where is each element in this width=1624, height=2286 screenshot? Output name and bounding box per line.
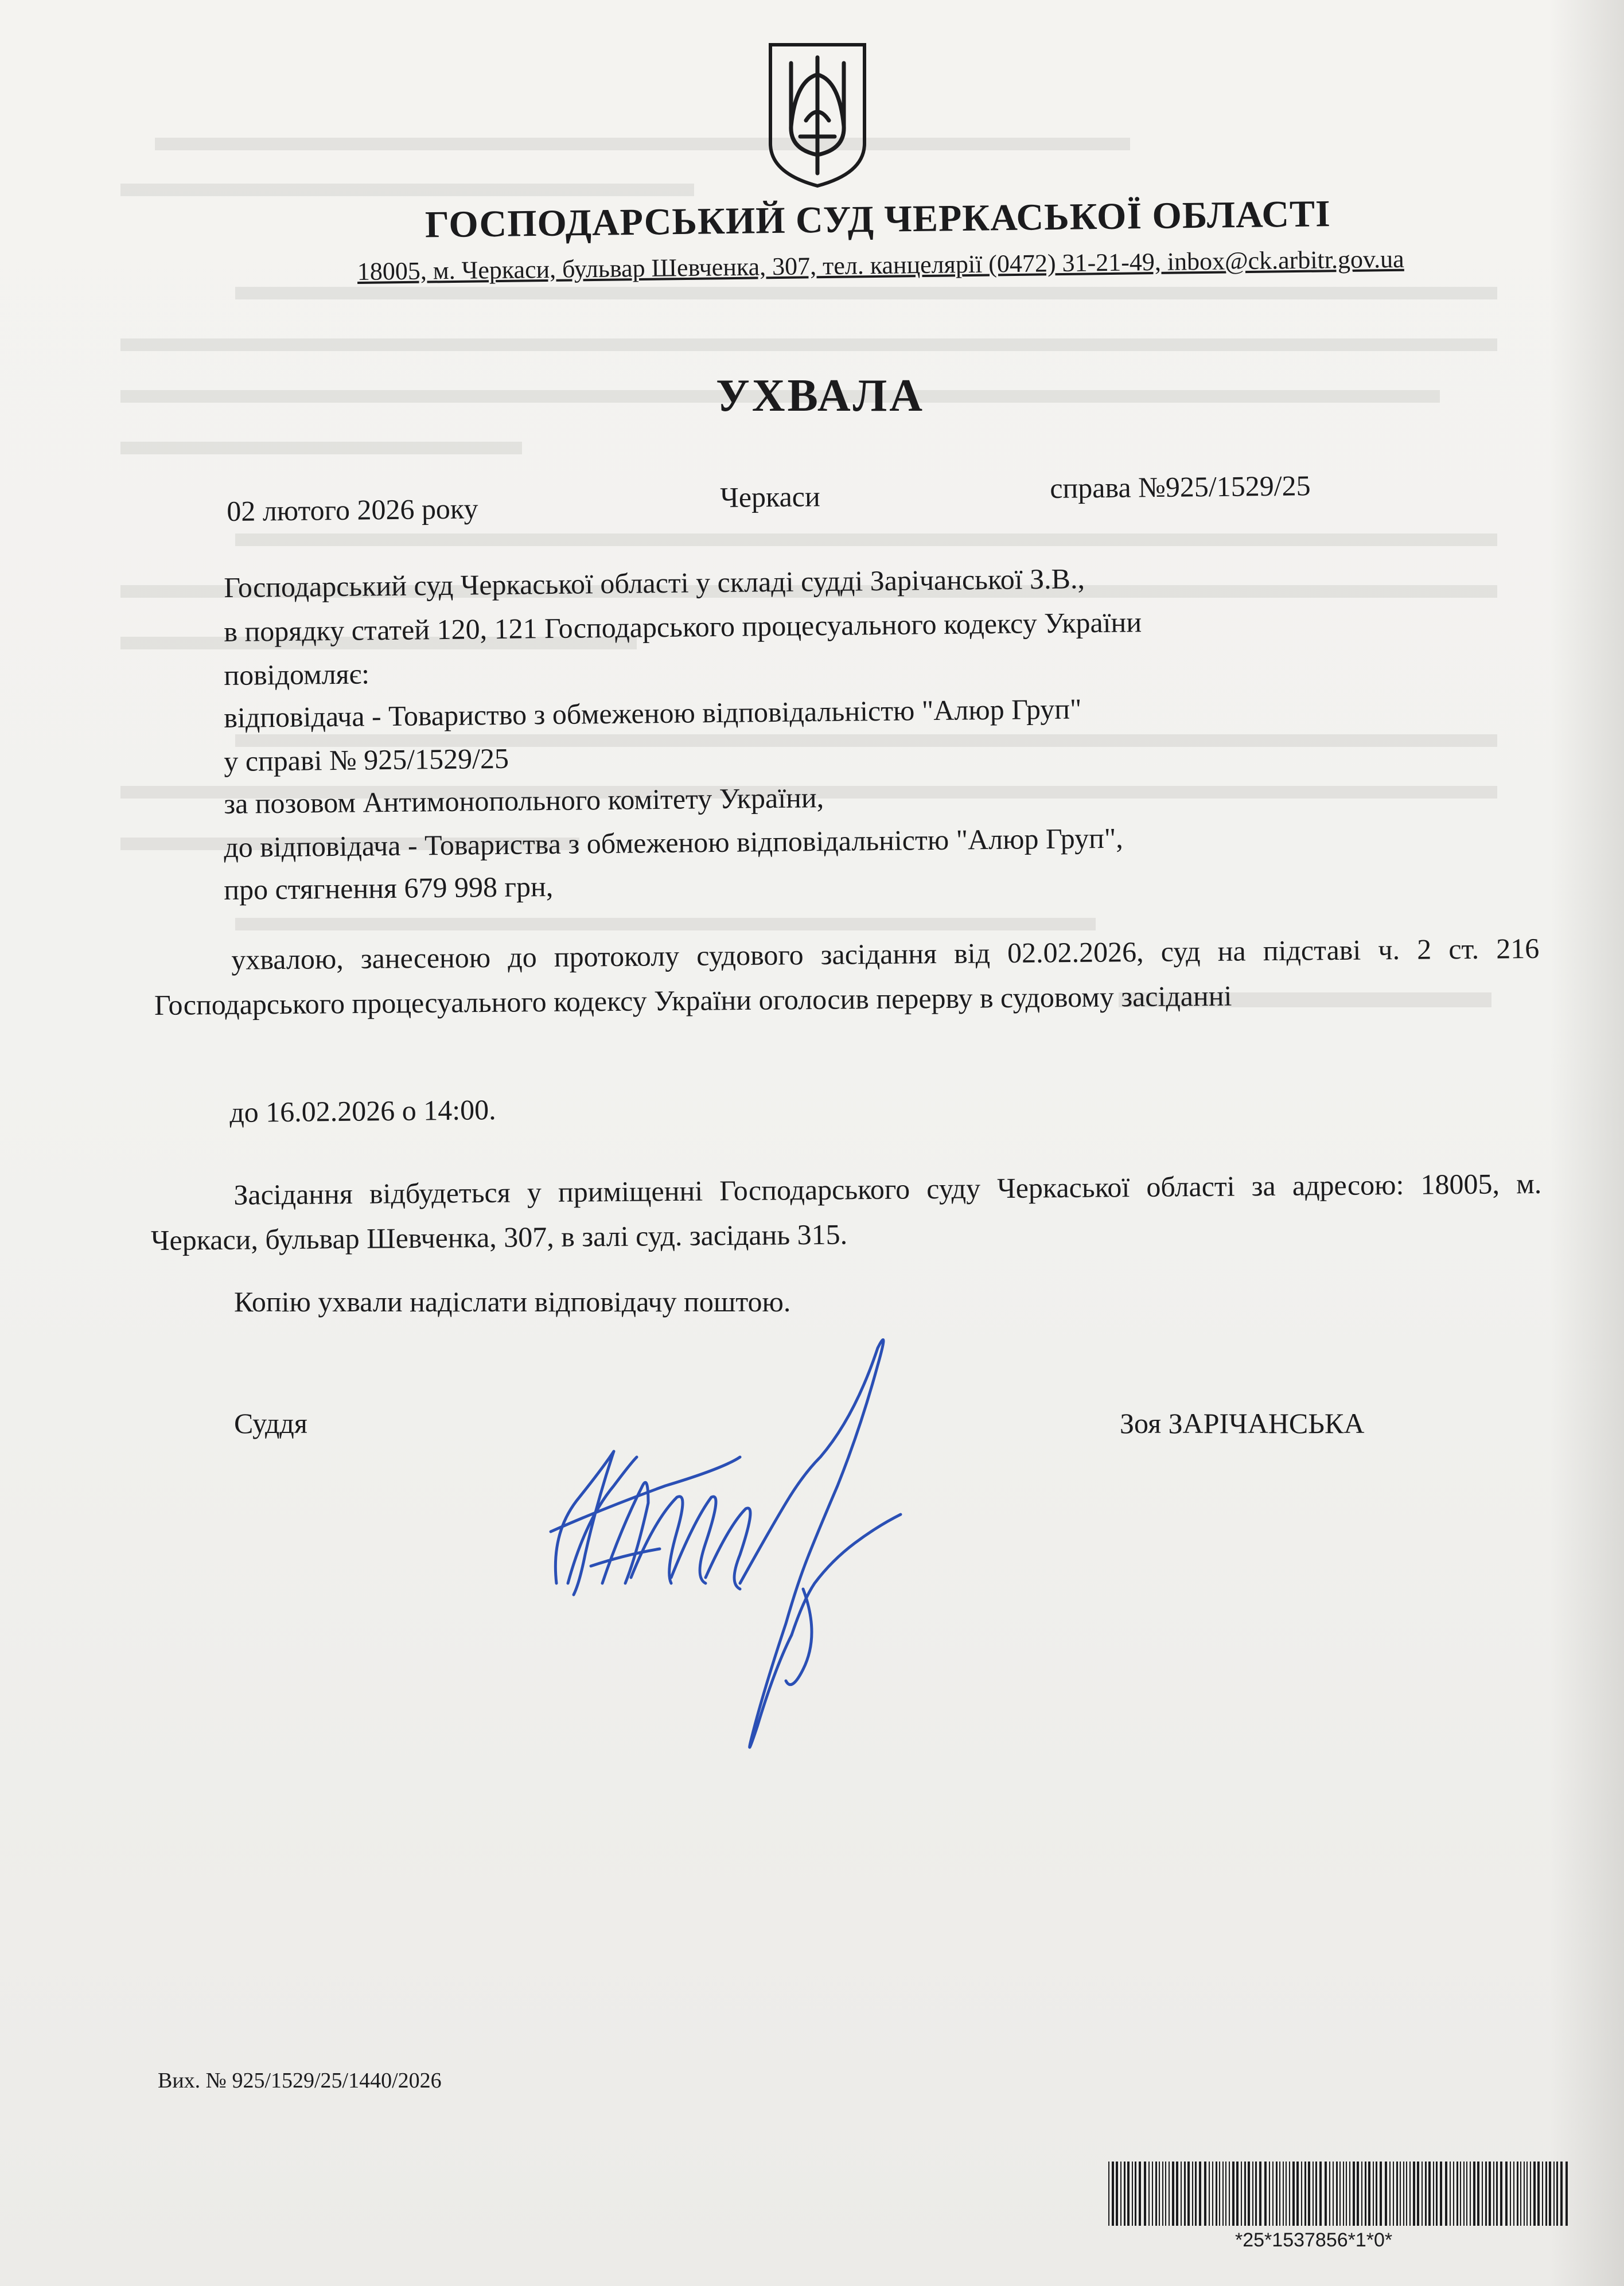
- barcode-bar: [1477, 2162, 1479, 2226]
- barcode-bar: [1244, 2162, 1246, 2226]
- barcode-bar: [1542, 2162, 1543, 2226]
- barcode-bar: [1255, 2162, 1257, 2226]
- barcode-bar: [1357, 2162, 1359, 2226]
- barcode-bar: [1450, 2162, 1451, 2226]
- barcode-bar: [1289, 2162, 1290, 2226]
- copy-instruction: Копію ухвали надіслати відповідачу поштою.: [234, 1286, 791, 1318]
- barcode-bar: [1436, 2162, 1438, 2226]
- barcode-bar: [1176, 2162, 1178, 2226]
- barcode-bar: [1376, 2162, 1377, 2226]
- intro-line: до відповідача - Товариства з обмеженою відповідальністю "Алюр Груп",: [224, 821, 1124, 863]
- barcode-bar: [1493, 2162, 1494, 2226]
- barcode-bar: [1417, 2162, 1419, 2226]
- handwritten-signature-icon: [533, 1314, 981, 1773]
- barcode-bar: [1219, 2162, 1220, 2226]
- barcode-bar: [1252, 2162, 1253, 2226]
- barcode-bar: [1489, 2162, 1491, 2226]
- barcode-bar: [1229, 2162, 1230, 2226]
- judge-name: Зоя ЗАРІЧАНСЬКА: [1120, 1407, 1365, 1439]
- intro-line: повідомляє:: [224, 657, 370, 691]
- barcode-bar: [1308, 2162, 1310, 2226]
- barcode-bar: [1116, 2162, 1118, 2226]
- barcode-bar: [1409, 2162, 1411, 2226]
- barcode-bar: [1500, 2162, 1502, 2226]
- barcode-bar: [1225, 2162, 1226, 2226]
- barcode-bar: [1124, 2162, 1125, 2226]
- barcode-bar: [1315, 2162, 1317, 2226]
- document-date: 02 лютого 2026 року: [227, 492, 478, 527]
- barcode-bar: [1313, 2162, 1314, 2226]
- barcode-bar: [1385, 2162, 1387, 2226]
- barcode-bar: [1336, 2162, 1338, 2226]
- barcode-bar: [1470, 2162, 1471, 2226]
- barcode-bar: [1329, 2162, 1330, 2226]
- barcode-bar: [1209, 2162, 1210, 2226]
- court-name-heading: ГОСПОДАРСЬКИЙ СУД ЧЕРКАСЬКОЇ ОБЛАСТІ: [425, 193, 1331, 246]
- barcode-bar: [1301, 2162, 1302, 2226]
- barcode-bar: [1325, 2162, 1327, 2226]
- barcode-bar: [1453, 2162, 1454, 2226]
- barcode-bar: [1135, 2162, 1136, 2226]
- barcode-bar: [1496, 2162, 1498, 2226]
- barcode-bar: [1165, 2162, 1166, 2226]
- barcode-bar: [1333, 2162, 1334, 2226]
- barcode-bar: [1361, 2162, 1362, 2226]
- signature-role-label: Суддя: [234, 1407, 307, 1439]
- barcode-bar: [1524, 2162, 1525, 2226]
- barcode-bar: [1127, 2162, 1130, 2226]
- barcode-bar: [1155, 2162, 1157, 2226]
- barcode-bar: [1403, 2162, 1404, 2226]
- barcode-bar: [1456, 2162, 1458, 2226]
- intro-line: в порядку статей 120, 121 Господарського процесуального кодексу України: [224, 606, 1142, 648]
- barcode-bar: [1428, 2162, 1431, 2226]
- barcode-bars-icon: [1106, 2162, 1574, 2226]
- barcode-bar: [1286, 2162, 1287, 2226]
- barcode-bar: [1184, 2162, 1186, 2226]
- barcode-bar: [1353, 2162, 1355, 2226]
- barcode-bar: [1505, 2162, 1508, 2226]
- barcode: [1106, 2162, 1574, 2262]
- coat-of-arms-icon: [766, 40, 869, 189]
- barcode-bar: [1199, 2162, 1201, 2226]
- barcode-bar: [1112, 2162, 1114, 2226]
- barcode-bar: [1513, 2162, 1514, 2226]
- recess-until: до 16.02.2026 о 14:00.: [229, 1093, 496, 1128]
- barcode-bar: [1132, 2162, 1133, 2226]
- barcode-bar: [1365, 2162, 1366, 2226]
- barcode-bar: [1144, 2162, 1146, 2226]
- barcode-bar: [1236, 2162, 1239, 2226]
- outgoing-number: Вих. № 925/1529/25/1440/2026: [158, 2069, 442, 2093]
- barcode-bar: [1283, 2162, 1284, 2226]
- barcode-bar: [1517, 2162, 1518, 2226]
- barcode-bar: [1248, 2162, 1250, 2226]
- barcode-bar: [1212, 2162, 1213, 2226]
- barcode-bar: [1533, 2162, 1536, 2226]
- barcode-bar: [1319, 2162, 1322, 2226]
- intro-line: про стягнення 679 998 грн,: [224, 870, 554, 906]
- barcode-bar: [1216, 2162, 1217, 2226]
- barcode-bar: [1264, 2162, 1267, 2226]
- barcode-bar: [1148, 2162, 1150, 2226]
- barcode-bar: [1108, 2162, 1109, 2226]
- barcode-bar: [1433, 2162, 1434, 2226]
- barcode-bar: [1159, 2162, 1160, 2226]
- intro-line: Господарський суд Черкаської області у складі судді Зарічанської З.В.,: [224, 562, 1085, 603]
- document-city: Черкаси: [720, 480, 820, 513]
- paper-shadow: [1549, 0, 1624, 2286]
- barcode-bar: [1463, 2162, 1465, 2226]
- barcode-bar: [1346, 2162, 1347, 2226]
- barcode-bar: [1304, 2162, 1306, 2226]
- barcode-bar: [1425, 2162, 1427, 2226]
- barcode-bar: [1279, 2162, 1280, 2226]
- barcode-bar: [1232, 2162, 1234, 2226]
- barcode-bar: [1192, 2162, 1193, 2226]
- barcode-bar: [1349, 2162, 1350, 2226]
- barcode-bar: [1556, 2162, 1558, 2226]
- case-reference: справа №925/1529/25: [1050, 469, 1311, 504]
- barcode-bar: [1195, 2162, 1197, 2226]
- barcode-bar: [1292, 2162, 1295, 2226]
- barcode-bar: [1460, 2162, 1461, 2226]
- barcode-bar: [1373, 2162, 1374, 2226]
- barcode-bar: [1520, 2162, 1521, 2226]
- intro-line: за позовом Антимонопольного комітету України,: [224, 781, 824, 820]
- barcode-bar: [1400, 2162, 1401, 2226]
- barcode-bar: [1276, 2162, 1278, 2226]
- barcode-bar: [1368, 2162, 1370, 2226]
- barcode-bar: [1169, 2162, 1170, 2226]
- barcode-text: *25*1537856*1*0*: [1235, 2229, 1393, 2251]
- barcode-bar: [1339, 2162, 1341, 2226]
- document-type-title: УХВАЛА: [716, 371, 925, 421]
- barcode-bar: [1413, 2162, 1415, 2226]
- intro-line: відповідача - Товариство з обмеженою відповідальністю "Алюр Груп": [224, 692, 1082, 734]
- barcode-bar: [1482, 2162, 1483, 2226]
- barcode-bar: [1565, 2162, 1568, 2226]
- barcode-bar: [1241, 2162, 1242, 2226]
- barcode-bar: [1485, 2162, 1487, 2226]
- barcode-bar: [1204, 2162, 1206, 2226]
- intro-line: у справі № 925/1529/25: [224, 742, 509, 777]
- barcode-bar: [1181, 2162, 1182, 2226]
- barcode-bar: [1343, 2162, 1344, 2226]
- barcode-bar: [1530, 2162, 1531, 2226]
- barcode-bar: [1296, 2162, 1299, 2226]
- barcode-bar: [1537, 2162, 1540, 2226]
- barcode-bar: [1393, 2162, 1394, 2226]
- barcode-bar: [1553, 2162, 1555, 2226]
- barcode-bar: [1396, 2162, 1398, 2226]
- barcode-bar: [1222, 2162, 1224, 2226]
- barcode-bar: [1259, 2162, 1261, 2226]
- barcode-bar: [1120, 2162, 1121, 2226]
- barcode-bar: [1549, 2162, 1551, 2226]
- barcode-bar: [1389, 2162, 1391, 2226]
- barcode-bar: [1152, 2162, 1153, 2226]
- venue-paragraph: Засідання відбудеться у приміщенні Господарського суду Черкаської області за адресою: 18005, м. Черкаси, бульвар Шевченка, 307, в залі суд. засідань 315.: [150, 1167, 1542, 1256]
- barcode-bar: [1510, 2162, 1511, 2226]
- barcode-bar: [1526, 2162, 1528, 2226]
- barcode-bar: [1473, 2162, 1475, 2226]
- court-address-line: 18005, м. Черкаси, бульвар Шевченка, 307, тел. канцелярії (0472) 31-21-49, inbox@ck.arbitr.gov.ua: [357, 244, 1404, 286]
- barcode-bar: [1422, 2162, 1423, 2226]
- barcode-bar: [1466, 2162, 1467, 2226]
- barcode-bar: [1560, 2162, 1563, 2226]
- barcode-bar: [1380, 2162, 1382, 2226]
- barcode-bar: [1440, 2162, 1442, 2226]
- barcode-bar: [1269, 2162, 1270, 2226]
- barcode-bar: [1272, 2162, 1274, 2226]
- barcode-bar: [1139, 2162, 1141, 2226]
- barcode-bar: [1406, 2162, 1407, 2226]
- barcode-bar: [1445, 2162, 1447, 2226]
- barcode-bar: [1162, 2162, 1163, 2226]
- barcode-bar: [1172, 2162, 1174, 2226]
- barcode-bar: [1545, 2162, 1547, 2226]
- ruling-paragraph: ухвалою, занесеною до протоколу судового засідання від 02.02.2026, суд на підставі ч. 2 ст. 216 Господарського процесуального кодексу України оголосив перерву в судовому засіданні: [154, 932, 1540, 1021]
- barcode-bar: [1187, 2162, 1190, 2226]
